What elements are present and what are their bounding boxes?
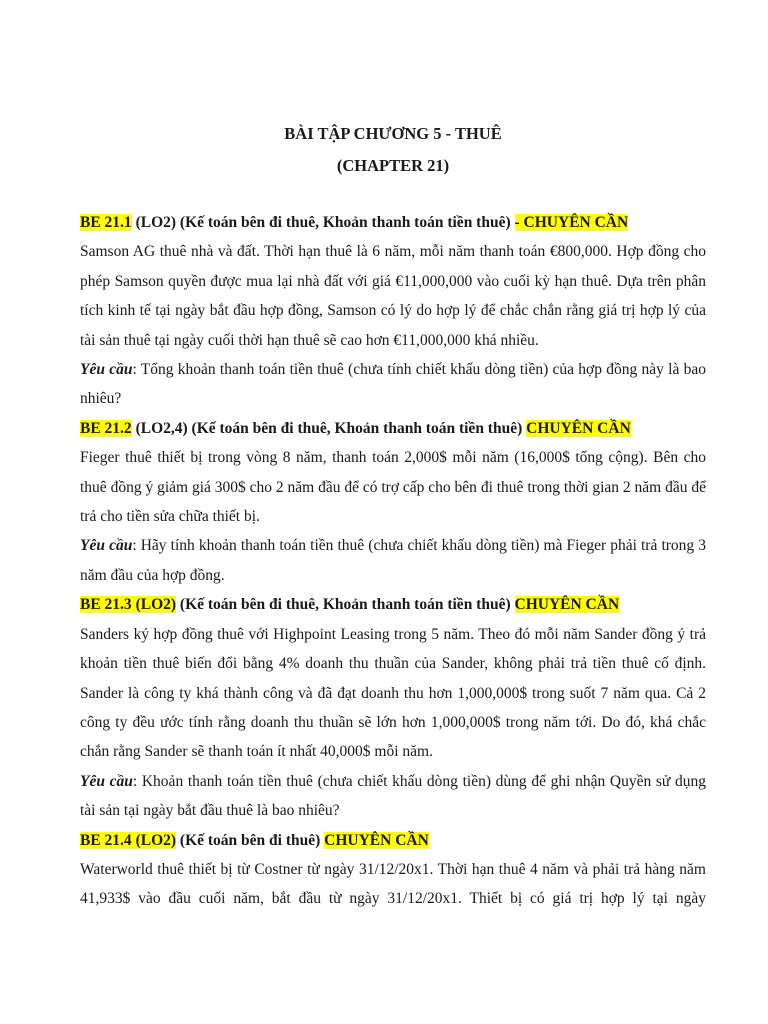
exercise-code-lo [80, 596, 176, 613]
exercise-code: BE 21.4 [80, 831, 132, 849]
exercise-body: Sanders ký hợp đồng thuê với Highpoint Leasing trong 5 năm. Theo đó mỗi năm Sander đồng ý trả khoản tiền thuê biến đổi bằng 4% doanh thu thuần của Sander, không phải trả tiền thuê cố định. Sander là công ty khá thành công và đã đạt doanh thu hơn 1,000,000$ trong suốt 7 năm qua. Cả 2 công ty đều ước tính rằng doanh thu thuần sẽ lớn hơn 1,000,000$ trong năm tới. Do đó, khá chắc chắn rằng Sander sẽ thanh toán ít nhất 40,000$ mỗi năm. [80, 625, 706, 761]
exercise-body: Waterworld thuê thiết bị từ Costner từ ngày 31/12/20x1. Thời hạn thuê 4 năm và phải trả hàng năm 41,933$ vào đầu cuối năm, bắt đầu từ ngày 31/12/20x1. Thiết bị có giá trị hợp lý tại ngày [80, 860, 706, 908]
exercise-heading [80, 826, 706, 855]
exercise-code: BE 21.1 [80, 214, 132, 231]
document-page [80, 118, 706, 914]
requirement-label: Yêu cầu [80, 361, 133, 379]
exercise-topic: (Kế toán bên đi thuê) [176, 831, 325, 849]
exercise-lo: (LO2) [131, 831, 177, 849]
exercise-topic: (Kế toán bên đi thuê, Khoản thanh toán tiền thuê) [187, 419, 527, 437]
exercise-tag: CHUYÊN CẦN [514, 596, 620, 614]
requirement-label: Yêu cầu [80, 537, 133, 555]
exercise-body: Fieger thuê thiết bị trong vòng 8 năm, thanh toán 2,000$ mỗi năm (16,000$ tổng cộng). Bên cho thuê đồng ý giảm giá 300$ cho 2 năm đầu để có trợ cấp cho bên đi thuê trong thời gian 2 năm đầu để trả cho tiền sửa chữa thiết bị. [80, 449, 706, 526]
exercise-tag: CHUYÊN CẦN [324, 831, 429, 849]
exercise-lo: (LO2) [131, 214, 177, 231]
exercise-be-21-1 [80, 208, 706, 414]
exercise-topic: (Kế toán bên đi thuê, Khoản thanh toán tiền thuê) [176, 214, 515, 231]
exercise-lo: (LO2) [131, 596, 177, 614]
document-subtitle: (CHAPTER 21) [336, 156, 450, 175]
exercise-lo: (LO2,4) [131, 419, 188, 437]
requirement-label: Yêu cầu [80, 772, 133, 790]
exercise-be-21-4 [80, 826, 706, 914]
exercise-code: BE 21.2 [80, 419, 132, 437]
requirement-text: : Hãy tính khoản thanh toán tiền thuê (chưa chiết khấu dòng tiền) mà Fieger phải trả trong 3 năm đầu của hợp đồng. [80, 537, 707, 584]
requirement-text: : Khoản thanh toán tiền thuê (chưa chiết khấu dòng tiền) dùng để ghi nhận Quyền sử dụng tài sản tại ngày bắt đầu thuê là bao nhiêu? [80, 772, 706, 820]
exercise-body: Samson AG thuê nhà và đất. Thời hạn thuê là 6 năm, mỗi năm thanh toán €800,000. Hợp đồng cho phép Samson quyền được mua lại nhà đất với giá €11,000,000 vào cuối kỳ hạn thuê. Dựa trên phân tích kinh tế tại ngày bắt đầu hợp đồng, Samson có lý do hợp lý để chắc chắn rằng giá trị hợp lý của tài sản thuê tại ngày cuối thời hạn thuê sẽ cao hơn €11,000,000 khá nhiều. [80, 243, 706, 349]
requirement-text: : Tổng khoản thanh toán tiền thuê (chưa tính chiết khấu dòng tiền) của hợp đồng này là bao nhiêu? [80, 361, 707, 408]
exercise-be-21-3 [80, 590, 706, 825]
title-block [80, 118, 706, 182]
exercise-tag: - CHUYÊN CẦN [514, 214, 629, 231]
document-title: BÀI TẬP CHƯƠNG 5 - THUÊ [284, 124, 502, 143]
exercise-code-lo [80, 832, 176, 849]
exercise-topic: (Kế toán bên đi thuê, Khoản thanh toán tiền thuê) [176, 596, 515, 614]
exercise-heading [80, 208, 706, 237]
exercise-heading [80, 414, 706, 443]
exercise-requirement [80, 355, 706, 414]
exercise-heading [80, 590, 706, 619]
exercise-tag: CHUYÊN CẦN [526, 419, 631, 437]
exercise-be-21-2 [80, 414, 706, 590]
exercise-requirement [80, 767, 706, 826]
exercise-requirement [80, 531, 706, 590]
exercise-code: BE 21.3 [80, 596, 132, 614]
